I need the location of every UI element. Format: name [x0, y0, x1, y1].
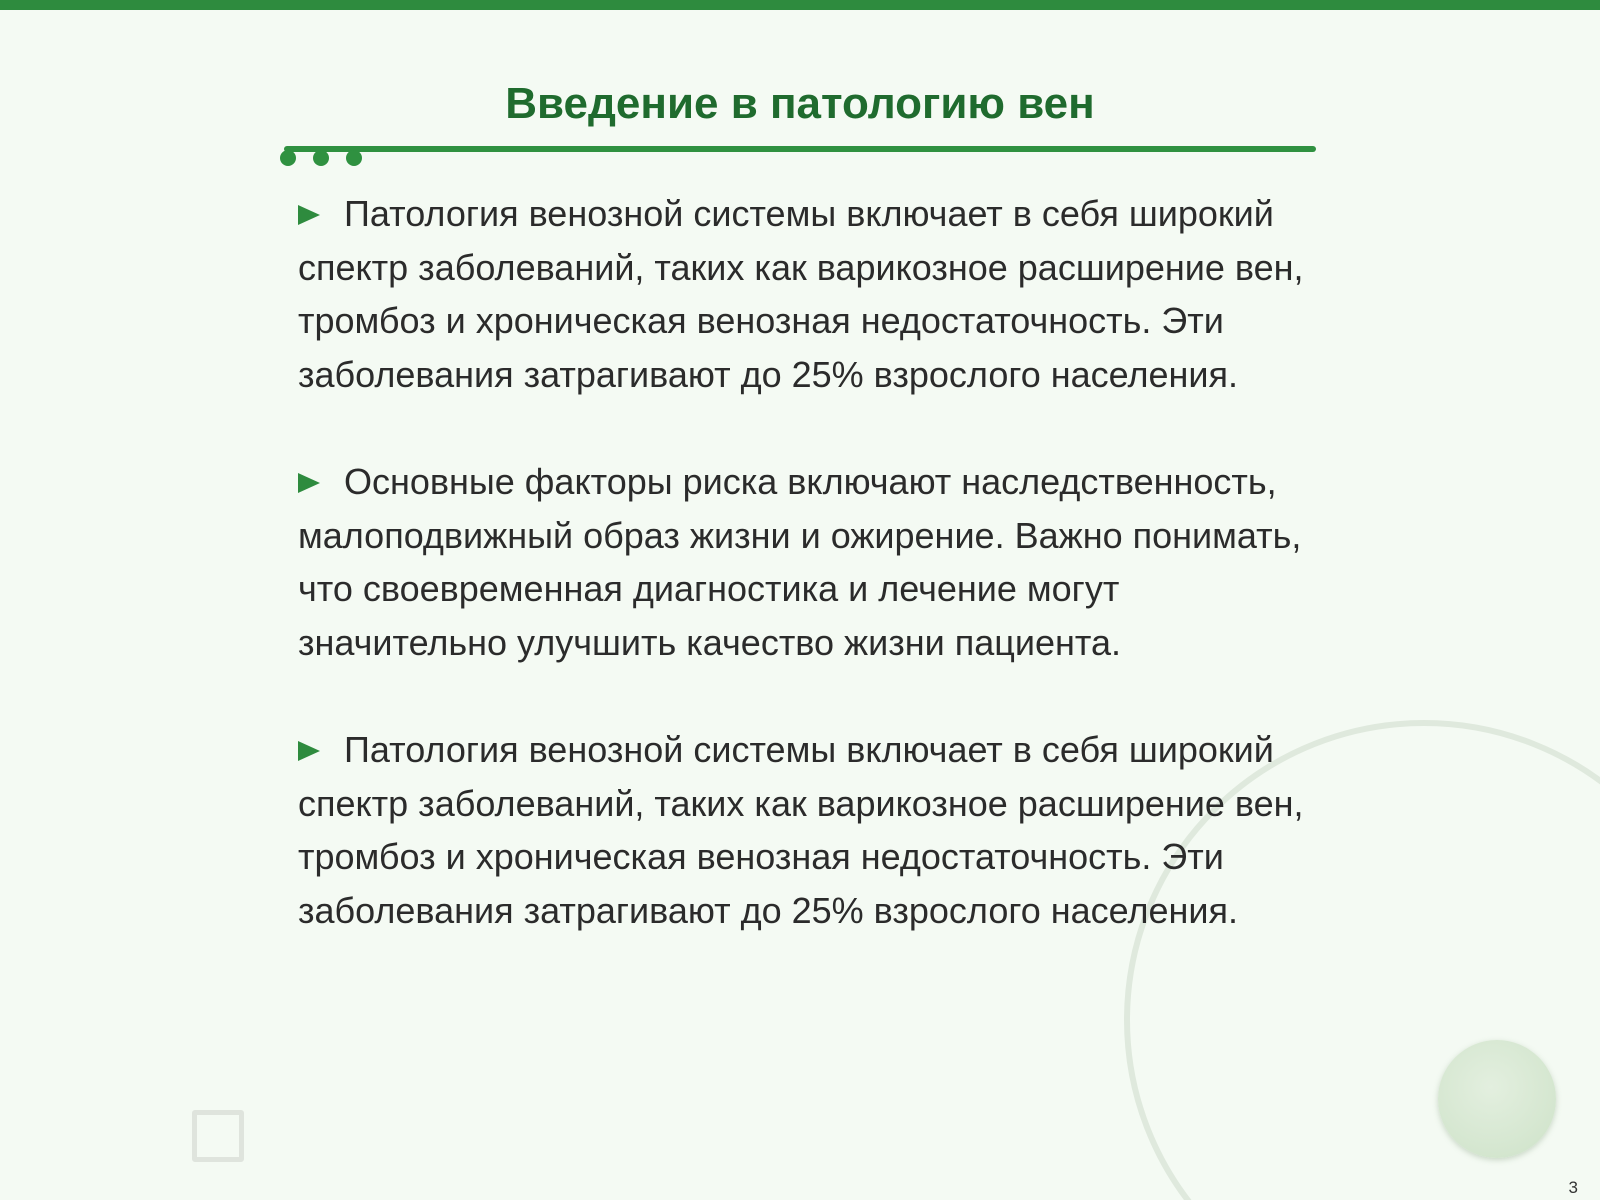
bullet-list [298, 187, 1318, 991]
bullet-text: Основные факторы риска включают наследственность, малоподвижный образ жизни и ожирение. Важно понимать, что своевременная диагностика и лечение могут значительно улучшить качество жизни пациента. [298, 461, 1302, 663]
bullet-text: Патология венозной системы включает в себя широкий спектр заболеваний, таких как варикозное расширение вен, тромбоз и хроническая венозная недостаточность. Эти заболевания затрагивают до 25% взрослого населения. [298, 193, 1304, 395]
decorative-dot [346, 150, 362, 166]
title-underline [284, 146, 1316, 152]
triangle-right-icon [298, 205, 320, 225]
decorative-square [192, 1110, 244, 1162]
bullet-item [298, 455, 1318, 669]
page-number: 3 [1568, 1178, 1578, 1197]
slide-title: Введение в патологию вен [505, 79, 1095, 128]
bullet-item [298, 723, 1318, 937]
top-accent-bar [0, 0, 1600, 10]
bullet-item [298, 187, 1318, 401]
triangle-right-icon [298, 473, 320, 493]
decorative-dot [280, 150, 296, 166]
bullet-text: Патология венозной системы включает в себя широкий спектр заболеваний, таких как варикозное расширение вен, тромбоз и хроническая венозная недостаточность. Эти заболевания затрагивают до 25% взрослого населения. [298, 729, 1304, 931]
decorative-circle [1438, 1040, 1556, 1158]
decorative-dot [313, 150, 329, 166]
triangle-right-icon [298, 741, 320, 761]
